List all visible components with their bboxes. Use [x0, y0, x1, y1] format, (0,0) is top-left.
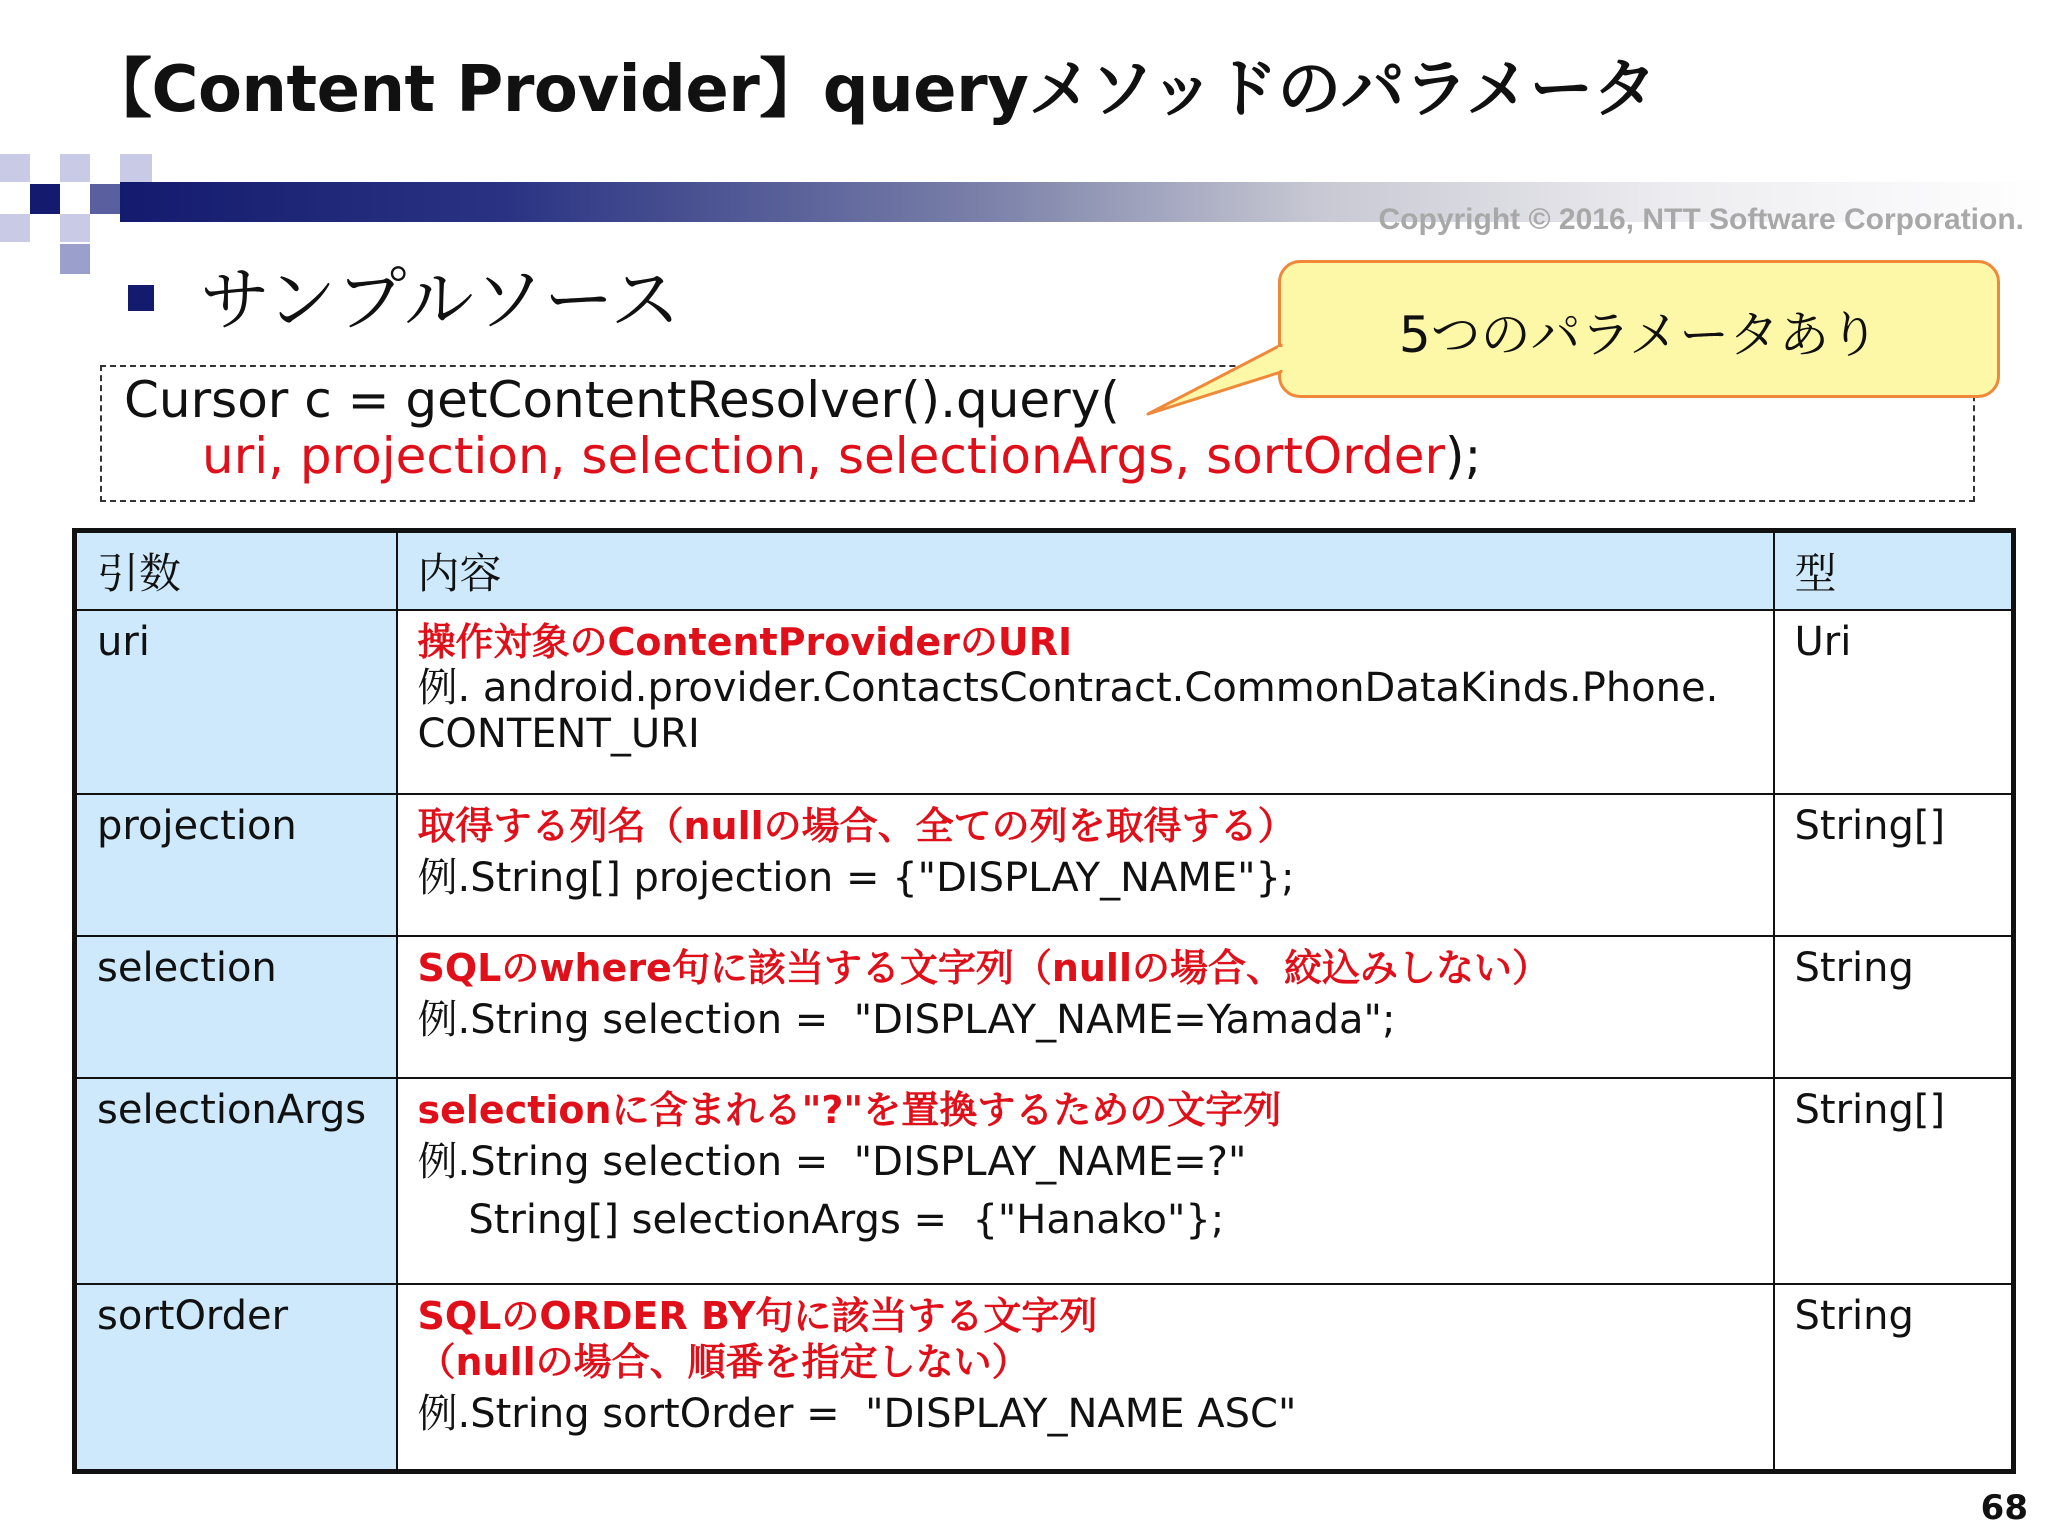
param-type: String — [1774, 1284, 2014, 1472]
table-row — [75, 1078, 2014, 1284]
deco-square — [60, 214, 90, 242]
param-type: Uri — [1774, 610, 2014, 794]
copyright-notice: Copyright © 2016, NTT Software Corporation. — [1378, 203, 2024, 236]
param-type: String[] — [1774, 794, 2014, 936]
table-row — [75, 1284, 2014, 1472]
param-name: sortOrder — [75, 1284, 397, 1472]
param-title: selectionに含まれる"?"を置換するための文字列 — [417, 1088, 1282, 1132]
section-heading: サンプルソース — [200, 259, 681, 341]
param-description — [397, 610, 1774, 794]
param-name: uri — [75, 610, 397, 794]
param-description — [397, 1078, 1774, 1284]
table-row — [75, 610, 2014, 794]
page-number: 68 — [1980, 1488, 2028, 1528]
deco-square — [60, 244, 90, 274]
deco-square — [30, 184, 60, 214]
code-line-end: ); — [1445, 427, 1482, 485]
deco-square — [0, 154, 30, 182]
code-line-2 — [202, 427, 1481, 485]
param-example: 例.String[] projection = {"DISPLAY_NAME"}; — [417, 855, 1295, 901]
callout-bubble — [1278, 260, 2000, 398]
table-row — [75, 794, 2014, 936]
param-title: 操作対象のContentProviderのURI — [417, 620, 1073, 664]
table-row — [75, 936, 2014, 1078]
code-params: uri, projection, selection, selectionArgs, sortOrder — [202, 427, 1446, 485]
param-name: projection — [75, 794, 397, 936]
param-example: 例.String selection = "DISPLAY_NAME=Yamada"; — [417, 997, 1396, 1043]
code-line-1: Cursor c = getContentResolver().query( — [124, 371, 1120, 429]
param-title: 取得する列名（nullの場合、全ての列を取得する） — [417, 804, 1296, 848]
param-description — [397, 794, 1774, 936]
slide-title: 【Content Provider】queryメソッドのパラメータ — [88, 53, 1657, 127]
deco-square — [90, 184, 120, 214]
parameters-table — [72, 528, 2016, 1474]
header-description: 内容 — [397, 531, 1774, 611]
bullet-square-icon — [128, 285, 154, 311]
param-example: 例. android.provider.ContactsContract.CommonDataKinds.Phone. CONTENT_URI — [417, 665, 1719, 757]
callout-text: 5つのパラメータあり — [1398, 306, 1880, 364]
param-example: 例.String sortOrder = "DISPLAY_NAME ASC" — [417, 1391, 1297, 1437]
deco-square — [120, 154, 152, 182]
header-type: 型 — [1774, 531, 2014, 611]
param-example: 例.String selection = "DISPLAY_NAME=?" String[] selectionArgs = {"Hanako"}; — [417, 1139, 1247, 1243]
param-title: SQLのORDER BY句に該当する文字列 （nullの場合、順番を指定しない） — [417, 1294, 1098, 1384]
table-header-row — [75, 531, 2014, 611]
param-type: String — [1774, 936, 2014, 1078]
param-type: String[] — [1774, 1078, 2014, 1284]
param-name: selectionArgs — [75, 1078, 397, 1284]
deco-square — [60, 154, 90, 182]
param-title: SQLのwhere句に該当する文字列（nullの場合、絞込みしない） — [417, 946, 1550, 990]
header-argument: 引数 — [75, 531, 397, 611]
param-description — [397, 1284, 1774, 1472]
param-description — [397, 936, 1774, 1078]
param-name: selection — [75, 936, 397, 1078]
deco-square — [0, 214, 30, 242]
